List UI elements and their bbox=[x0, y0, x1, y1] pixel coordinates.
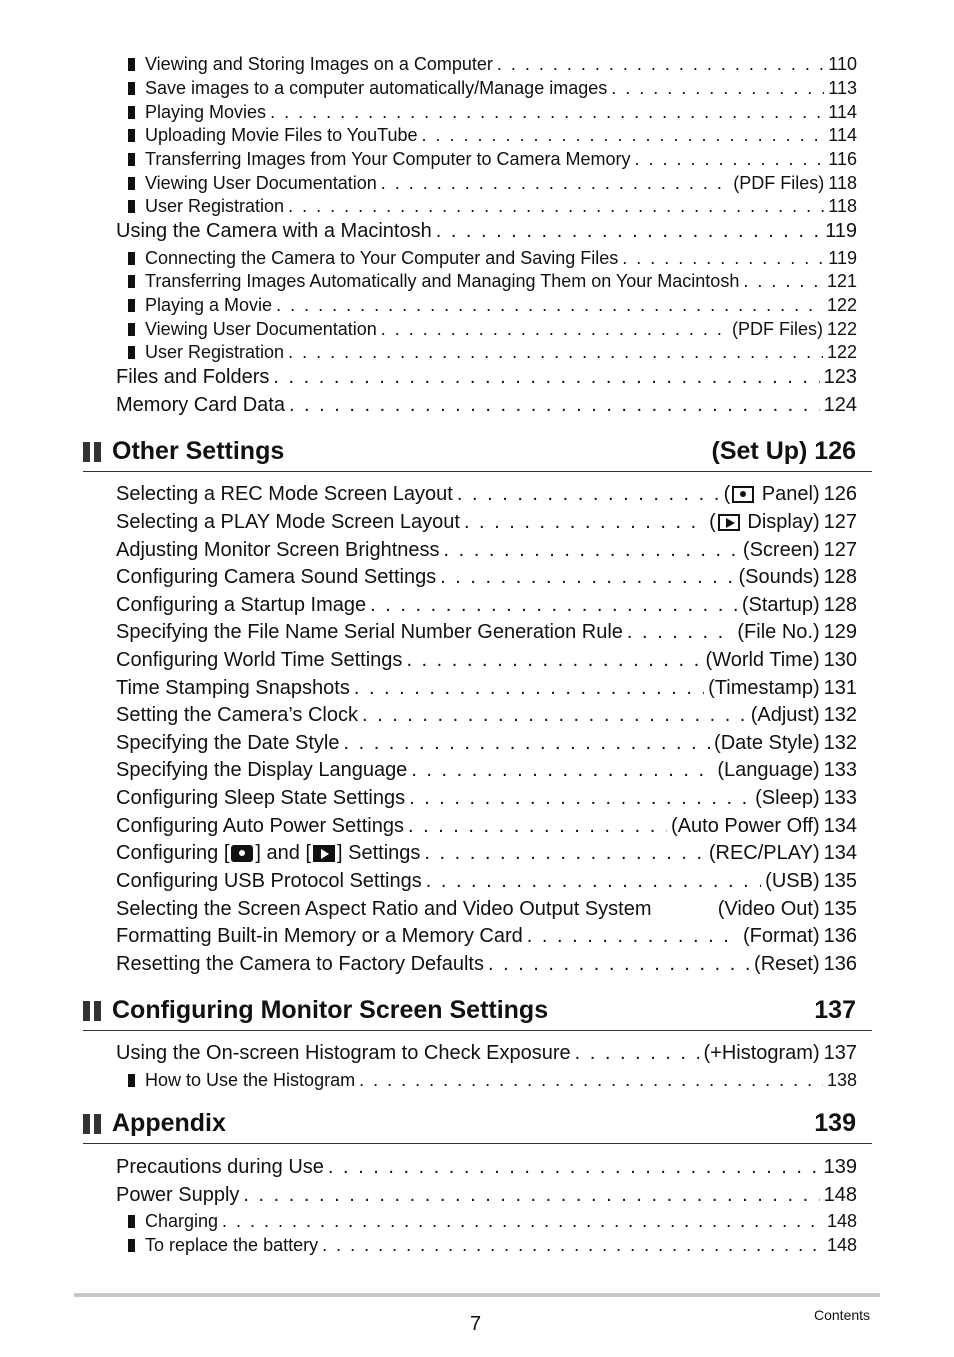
toc-entry[interactable]: To replace the battery . . . 148 bbox=[128, 1235, 857, 1259]
toc-entry[interactable]: Transferring Images Automatically and Managing Them on Your Macintosh . . . 121 bbox=[128, 271, 857, 295]
toc-entry[interactable]: Using the Camera with a Macintosh . . . 119 bbox=[116, 220, 857, 248]
bullet-icon bbox=[128, 1074, 135, 1087]
bullet-icon bbox=[128, 58, 135, 71]
section-header-monitor: Configuring Monitor Screen Settings 137 bbox=[83, 996, 872, 1031]
toc-entry[interactable]: Uploading Movie Files to YouTube . . . 114 bbox=[128, 125, 857, 149]
toc-entry[interactable]: Selecting a REC Mode Screen Layout . . . ( Panel) 126 bbox=[116, 483, 857, 511]
toc-entry[interactable]: Selecting the Screen Aspect Ratio and Video Output System (Video Out) 135 bbox=[116, 898, 857, 920]
play-display-icon bbox=[718, 514, 740, 531]
toc-entry[interactable]: User Registration . . . 118 bbox=[128, 196, 857, 220]
toc-entry[interactable]: Using the On-screen Histogram to Check Exposure . . . (+Histogram) 137 bbox=[116, 1042, 857, 1070]
footer-label: Contents bbox=[814, 1307, 871, 1323]
toc-entry[interactable]: Configuring Camera Sound Settings . . . (Sounds) 128 bbox=[116, 566, 857, 594]
toc-entry[interactable]: Configuring [ ] and [ ] Settings . . . (REC/PLAY) 134 bbox=[116, 842, 857, 870]
toc-entry[interactable]: Configuring Auto Power Settings . . . (Auto Power Off) 134 bbox=[116, 815, 857, 843]
bullet-icon bbox=[128, 323, 135, 336]
section-header-appendix: Appendix 139 bbox=[83, 1109, 872, 1144]
toc-entry[interactable]: Time Stamping Snapshots . . . (Timestamp) 131 bbox=[116, 677, 857, 705]
toc-entry[interactable]: User Registration . . . 122 bbox=[128, 342, 857, 366]
toc-entry[interactable]: Save images to a computer automatically/Manage images . . . 113 bbox=[128, 78, 857, 102]
toc-entry[interactable]: Resetting the Camera to Factory Defaults . . . (Reset) 136 bbox=[116, 953, 857, 981]
toc-entry[interactable]: Adjusting Monitor Screen Brightness . . . (Screen) 127 bbox=[116, 539, 857, 567]
footer-divider bbox=[74, 1293, 880, 1297]
bullet-icon bbox=[128, 252, 135, 265]
bullet-icon bbox=[128, 129, 135, 142]
toc-entry[interactable]: Specifying the Display Language . . . (Language) 133 bbox=[116, 759, 857, 787]
toc-entry[interactable]: Precautions during Use . . . 139 bbox=[116, 1156, 857, 1184]
bullet-icon bbox=[128, 106, 135, 119]
toc-entry[interactable]: Setting the Camera’s Clock . . . (Adjust) 132 bbox=[116, 704, 857, 732]
toc-entry[interactable]: Configuring Sleep State Settings . . . (Sleep) 133 bbox=[116, 787, 857, 815]
bullet-icon bbox=[128, 82, 135, 95]
bullet-icon bbox=[128, 153, 135, 166]
bullet-icon bbox=[128, 1239, 135, 1252]
toc-entry[interactable]: Viewing User Documentation . . . (PDF Files) 122 bbox=[128, 319, 857, 343]
toc-entry[interactable]: Files and Folders . . . 123 bbox=[116, 366, 857, 394]
bullet-icon bbox=[128, 346, 135, 359]
toc-entry[interactable]: Configuring World Time Settings . . . (World Time) 130 bbox=[116, 649, 857, 677]
toc-entry[interactable]: How to Use the Histogram . . . 138 bbox=[128, 1070, 857, 1094]
toc-entry[interactable]: Power Supply . . . 148 bbox=[116, 1184, 857, 1212]
toc-entry[interactable]: Connecting the Camera to Your Computer and Saving Files . . . 119 bbox=[128, 248, 857, 272]
bullet-icon bbox=[128, 275, 135, 288]
toc-entry[interactable]: Specifying the File Name Serial Number Generation Rule . . . (File No.) 129 bbox=[116, 621, 857, 649]
bullet-icon bbox=[128, 177, 135, 190]
toc-entry[interactable]: Playing Movies . . . 114 bbox=[128, 102, 857, 126]
play-icon bbox=[313, 845, 335, 862]
toc-entry[interactable]: Configuring USB Protocol Settings . . . (USB) 135 bbox=[116, 870, 857, 898]
toc-entry[interactable]: Viewing and Storing Images on a Computer . . . 110 bbox=[128, 54, 857, 78]
section-marker-icon bbox=[83, 1001, 103, 1021]
bullet-icon bbox=[128, 200, 135, 213]
section-marker-icon bbox=[83, 1114, 103, 1134]
toc-entry[interactable]: Memory Card Data . . . 124 bbox=[116, 394, 857, 422]
toc-entry[interactable]: Formatting Built-in Memory or a Memory Card . . . (Format) 136 bbox=[116, 925, 857, 953]
toc-entry[interactable]: Playing a Movie . . . 122 bbox=[128, 295, 857, 319]
toc-entry[interactable]: Charging . . . 148 bbox=[128, 1211, 857, 1235]
section-header-other-settings: Other Settings (Set Up) 126 bbox=[83, 437, 872, 472]
toc-entry[interactable]: Specifying the Date Style . . . (Date Style) 132 bbox=[116, 732, 857, 760]
section-marker-icon bbox=[83, 442, 103, 462]
toc-entry[interactable]: Viewing User Documentation . . . (PDF Files) 118 bbox=[128, 173, 857, 197]
bullet-icon bbox=[128, 1215, 135, 1228]
toc-entry[interactable]: Configuring a Startup Image . . . (Startup) 128 bbox=[116, 594, 857, 622]
bullet-icon bbox=[128, 299, 135, 312]
toc-entry[interactable]: Transferring Images from Your Computer to Camera Memory . . . 116 bbox=[128, 149, 857, 173]
toc-entry[interactable]: Selecting a PLAY Mode Screen Layout . . . ( Display) 127 bbox=[116, 511, 857, 539]
camera-panel-icon bbox=[732, 486, 754, 503]
page-number: 7 bbox=[470, 1313, 482, 1335]
camera-icon bbox=[231, 845, 253, 862]
